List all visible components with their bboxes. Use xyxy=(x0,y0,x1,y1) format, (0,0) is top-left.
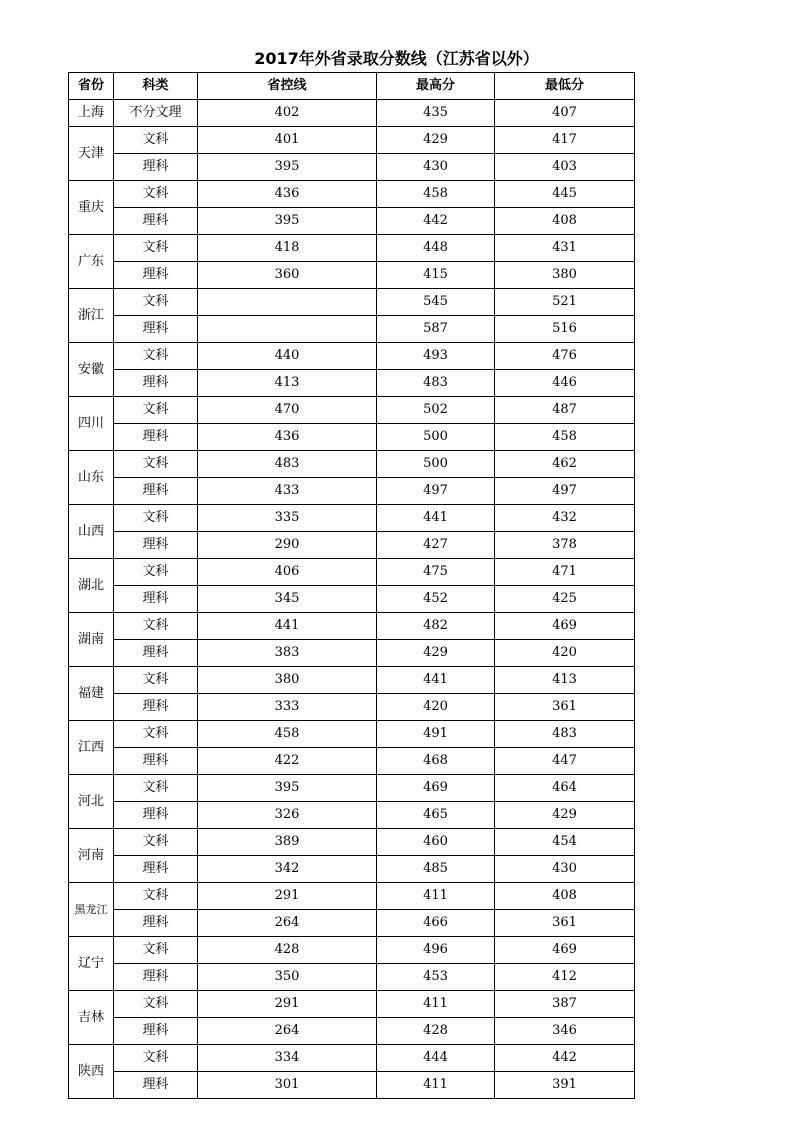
province-cell: 黑龙江 xyxy=(69,883,114,937)
control-line-cell: 401 xyxy=(198,127,377,154)
max-score-cell: 415 xyxy=(377,262,495,289)
min-score-cell: 380 xyxy=(495,262,635,289)
category-cell: 理科 xyxy=(114,370,198,397)
max-score-cell: 420 xyxy=(377,694,495,721)
province-cell: 湖北 xyxy=(69,559,114,613)
control-line-cell: 264 xyxy=(198,910,377,937)
control-line-cell: 395 xyxy=(198,208,377,235)
table-row xyxy=(69,370,635,397)
max-score-cell: 430 xyxy=(377,154,495,181)
category-cell: 文科 xyxy=(114,505,198,532)
control-line-cell xyxy=(198,289,377,316)
category-cell: 文科 xyxy=(114,559,198,586)
table-row xyxy=(69,100,635,127)
max-score-cell: 493 xyxy=(377,343,495,370)
province-cell: 安徽 xyxy=(69,343,114,397)
max-score-cell: 469 xyxy=(377,775,495,802)
max-score-cell: 502 xyxy=(377,397,495,424)
category-cell: 理科 xyxy=(114,910,198,937)
page-title: 2017年外省录取分数线（江苏省以外） xyxy=(254,49,539,68)
control-line-cell: 326 xyxy=(198,802,377,829)
category-cell: 理科 xyxy=(114,208,198,235)
province-cell: 四川 xyxy=(69,397,114,451)
table-row xyxy=(69,991,635,1018)
category-cell: 文科 xyxy=(114,667,198,694)
control-line-cell: 406 xyxy=(198,559,377,586)
category-cell: 理科 xyxy=(114,964,198,991)
table-row xyxy=(69,127,635,154)
control-line-cell: 301 xyxy=(198,1072,377,1099)
min-score-cell: 378 xyxy=(495,532,635,559)
control-line-cell: 441 xyxy=(198,613,377,640)
header-row xyxy=(69,73,635,100)
min-score-cell: 361 xyxy=(495,910,635,937)
control-line-cell: 418 xyxy=(198,235,377,262)
province-cell: 吉林 xyxy=(69,991,114,1045)
max-score-cell: 491 xyxy=(377,721,495,748)
max-score-cell: 442 xyxy=(377,208,495,235)
table-row xyxy=(69,478,635,505)
table-row xyxy=(69,559,635,586)
category-cell: 文科 xyxy=(114,721,198,748)
header-category: 科类 xyxy=(114,73,198,100)
category-cell: 理科 xyxy=(114,856,198,883)
table-row xyxy=(69,532,635,559)
max-score-cell: 483 xyxy=(377,370,495,397)
header-max-score: 最高分 xyxy=(377,73,495,100)
max-score-cell: 497 xyxy=(377,478,495,505)
category-cell: 理科 xyxy=(114,154,198,181)
max-score-cell: 468 xyxy=(377,748,495,775)
min-score-cell: 516 xyxy=(495,316,635,343)
table-row xyxy=(69,316,635,343)
category-cell: 理科 xyxy=(114,1018,198,1045)
min-score-cell: 403 xyxy=(495,154,635,181)
province-cell: 浙江 xyxy=(69,289,114,343)
category-cell: 理科 xyxy=(114,802,198,829)
category-cell: 理科 xyxy=(114,262,198,289)
min-score-cell: 408 xyxy=(495,208,635,235)
category-cell: 理科 xyxy=(114,532,198,559)
table-row xyxy=(69,208,635,235)
category-cell: 文科 xyxy=(114,1045,198,1072)
max-score-cell: 500 xyxy=(377,424,495,451)
max-score-cell: 545 xyxy=(377,289,495,316)
category-cell: 文科 xyxy=(114,937,198,964)
table-row xyxy=(69,586,635,613)
min-score-cell: 447 xyxy=(495,748,635,775)
control-line-cell: 436 xyxy=(198,181,377,208)
min-score-cell: 476 xyxy=(495,343,635,370)
province-cell: 天津 xyxy=(69,127,114,181)
min-score-cell: 497 xyxy=(495,478,635,505)
control-line-cell: 335 xyxy=(198,505,377,532)
max-score-cell: 587 xyxy=(377,316,495,343)
province-cell: 山东 xyxy=(69,451,114,505)
table-row xyxy=(69,694,635,721)
table-row xyxy=(69,451,635,478)
control-line-cell: 433 xyxy=(198,478,377,505)
category-cell: 文科 xyxy=(114,127,198,154)
min-score-cell: 487 xyxy=(495,397,635,424)
control-line-cell: 413 xyxy=(198,370,377,397)
max-score-cell: 452 xyxy=(377,586,495,613)
category-cell: 文科 xyxy=(114,451,198,478)
min-score-cell: 442 xyxy=(495,1045,635,1072)
category-cell: 理科 xyxy=(114,424,198,451)
control-line-cell: 291 xyxy=(198,991,377,1018)
min-score-cell: 430 xyxy=(495,856,635,883)
control-line-cell: 395 xyxy=(198,775,377,802)
category-cell: 理科 xyxy=(114,478,198,505)
control-line-cell: 380 xyxy=(198,667,377,694)
province-cell: 山西 xyxy=(69,505,114,559)
max-score-cell: 444 xyxy=(377,1045,495,1072)
province-cell: 江西 xyxy=(69,721,114,775)
table-row xyxy=(69,964,635,991)
table-row xyxy=(69,829,635,856)
control-line-cell: 342 xyxy=(198,856,377,883)
table-row xyxy=(69,1018,635,1045)
category-cell: 文科 xyxy=(114,775,198,802)
min-score-cell: 521 xyxy=(495,289,635,316)
control-line-cell: 290 xyxy=(198,532,377,559)
max-score-cell: 448 xyxy=(377,235,495,262)
max-score-cell: 500 xyxy=(377,451,495,478)
table-row xyxy=(69,154,635,181)
max-score-cell: 428 xyxy=(377,1018,495,1045)
table-row xyxy=(69,748,635,775)
max-score-cell: 465 xyxy=(377,802,495,829)
control-line-cell: 383 xyxy=(198,640,377,667)
min-score-cell: 483 xyxy=(495,721,635,748)
province-cell: 河南 xyxy=(69,829,114,883)
max-score-cell: 441 xyxy=(377,505,495,532)
category-cell: 理科 xyxy=(114,694,198,721)
min-score-cell: 469 xyxy=(495,613,635,640)
control-line-cell: 402 xyxy=(198,100,377,127)
category-cell: 不分文理 xyxy=(114,100,198,127)
table-row xyxy=(69,883,635,910)
table-row xyxy=(69,424,635,451)
control-line-cell: 291 xyxy=(198,883,377,910)
table-row xyxy=(69,721,635,748)
table-row xyxy=(69,667,635,694)
control-line-cell: 428 xyxy=(198,937,377,964)
min-score-cell: 458 xyxy=(495,424,635,451)
control-line-cell: 422 xyxy=(198,748,377,775)
control-line-cell: 360 xyxy=(198,262,377,289)
table-row xyxy=(69,343,635,370)
category-cell: 文科 xyxy=(114,613,198,640)
control-line-cell: 345 xyxy=(198,586,377,613)
control-line-cell: 395 xyxy=(198,154,377,181)
category-cell: 理科 xyxy=(114,586,198,613)
table-row xyxy=(69,910,635,937)
province-cell: 上海 xyxy=(69,100,114,127)
min-score-cell: 464 xyxy=(495,775,635,802)
province-cell: 广东 xyxy=(69,235,114,289)
control-line-cell: 334 xyxy=(198,1045,377,1072)
max-score-cell: 485 xyxy=(377,856,495,883)
min-score-cell: 391 xyxy=(495,1072,635,1099)
control-line-cell: 333 xyxy=(198,694,377,721)
min-score-cell: 471 xyxy=(495,559,635,586)
min-score-cell: 413 xyxy=(495,667,635,694)
min-score-cell: 346 xyxy=(495,1018,635,1045)
control-line-cell: 350 xyxy=(198,964,377,991)
control-line-cell: 389 xyxy=(198,829,377,856)
max-score-cell: 460 xyxy=(377,829,495,856)
table-row xyxy=(69,613,635,640)
min-score-cell: 417 xyxy=(495,127,635,154)
table-row xyxy=(69,802,635,829)
category-cell: 文科 xyxy=(114,829,198,856)
max-score-cell: 482 xyxy=(377,613,495,640)
max-score-cell: 475 xyxy=(377,559,495,586)
min-score-cell: 432 xyxy=(495,505,635,532)
category-cell: 文科 xyxy=(114,343,198,370)
table-row xyxy=(69,640,635,667)
table-row xyxy=(69,1072,635,1099)
category-cell: 理科 xyxy=(114,748,198,775)
table-row xyxy=(69,775,635,802)
min-score-cell: 446 xyxy=(495,370,635,397)
min-score-cell: 454 xyxy=(495,829,635,856)
min-score-cell: 408 xyxy=(495,883,635,910)
table-row xyxy=(69,262,635,289)
category-cell: 文科 xyxy=(114,235,198,262)
table-body xyxy=(69,100,635,1099)
table-row xyxy=(69,235,635,262)
table-row xyxy=(69,397,635,424)
control-line-cell: 458 xyxy=(198,721,377,748)
category-cell: 理科 xyxy=(114,1072,198,1099)
control-line-cell: 483 xyxy=(198,451,377,478)
control-line-cell xyxy=(198,316,377,343)
province-cell: 辽宁 xyxy=(69,937,114,991)
min-score-cell: 445 xyxy=(495,181,635,208)
max-score-cell: 411 xyxy=(377,1072,495,1099)
max-score-cell: 466 xyxy=(377,910,495,937)
table-row xyxy=(69,181,635,208)
header-province: 省份 xyxy=(69,73,114,100)
control-line-cell: 470 xyxy=(198,397,377,424)
category-cell: 文科 xyxy=(114,289,198,316)
min-score-cell: 425 xyxy=(495,586,635,613)
min-score-cell: 412 xyxy=(495,964,635,991)
max-score-cell: 411 xyxy=(377,883,495,910)
max-score-cell: 496 xyxy=(377,937,495,964)
category-cell: 理科 xyxy=(114,640,198,667)
max-score-cell: 429 xyxy=(377,640,495,667)
table-row xyxy=(69,1045,635,1072)
min-score-cell: 420 xyxy=(495,640,635,667)
min-score-cell: 431 xyxy=(495,235,635,262)
table-row xyxy=(69,937,635,964)
max-score-cell: 429 xyxy=(377,127,495,154)
control-line-cell: 440 xyxy=(198,343,377,370)
table-row xyxy=(69,289,635,316)
min-score-cell: 462 xyxy=(495,451,635,478)
province-cell: 陕西 xyxy=(69,1045,114,1099)
min-score-cell: 387 xyxy=(495,991,635,1018)
province-cell: 福建 xyxy=(69,667,114,721)
header-min-score: 最低分 xyxy=(495,73,635,100)
min-score-cell: 407 xyxy=(495,100,635,127)
control-line-cell: 436 xyxy=(198,424,377,451)
max-score-cell: 435 xyxy=(377,100,495,127)
control-line-cell: 264 xyxy=(198,1018,377,1045)
min-score-cell: 429 xyxy=(495,802,635,829)
score-table xyxy=(68,72,635,1099)
min-score-cell: 469 xyxy=(495,937,635,964)
category-cell: 文科 xyxy=(114,181,198,208)
min-score-cell: 361 xyxy=(495,694,635,721)
max-score-cell: 411 xyxy=(377,991,495,1018)
category-cell: 文科 xyxy=(114,991,198,1018)
max-score-cell: 427 xyxy=(377,532,495,559)
table-row xyxy=(69,856,635,883)
province-cell: 湖南 xyxy=(69,613,114,667)
max-score-cell: 441 xyxy=(377,667,495,694)
province-cell: 河北 xyxy=(69,775,114,829)
category-cell: 文科 xyxy=(114,883,198,910)
max-score-cell: 453 xyxy=(377,964,495,991)
header-control-line: 省控线 xyxy=(198,73,377,100)
max-score-cell: 458 xyxy=(377,181,495,208)
province-cell: 重庆 xyxy=(69,181,114,235)
category-cell: 理科 xyxy=(114,316,198,343)
category-cell: 文科 xyxy=(114,397,198,424)
table-row xyxy=(69,505,635,532)
